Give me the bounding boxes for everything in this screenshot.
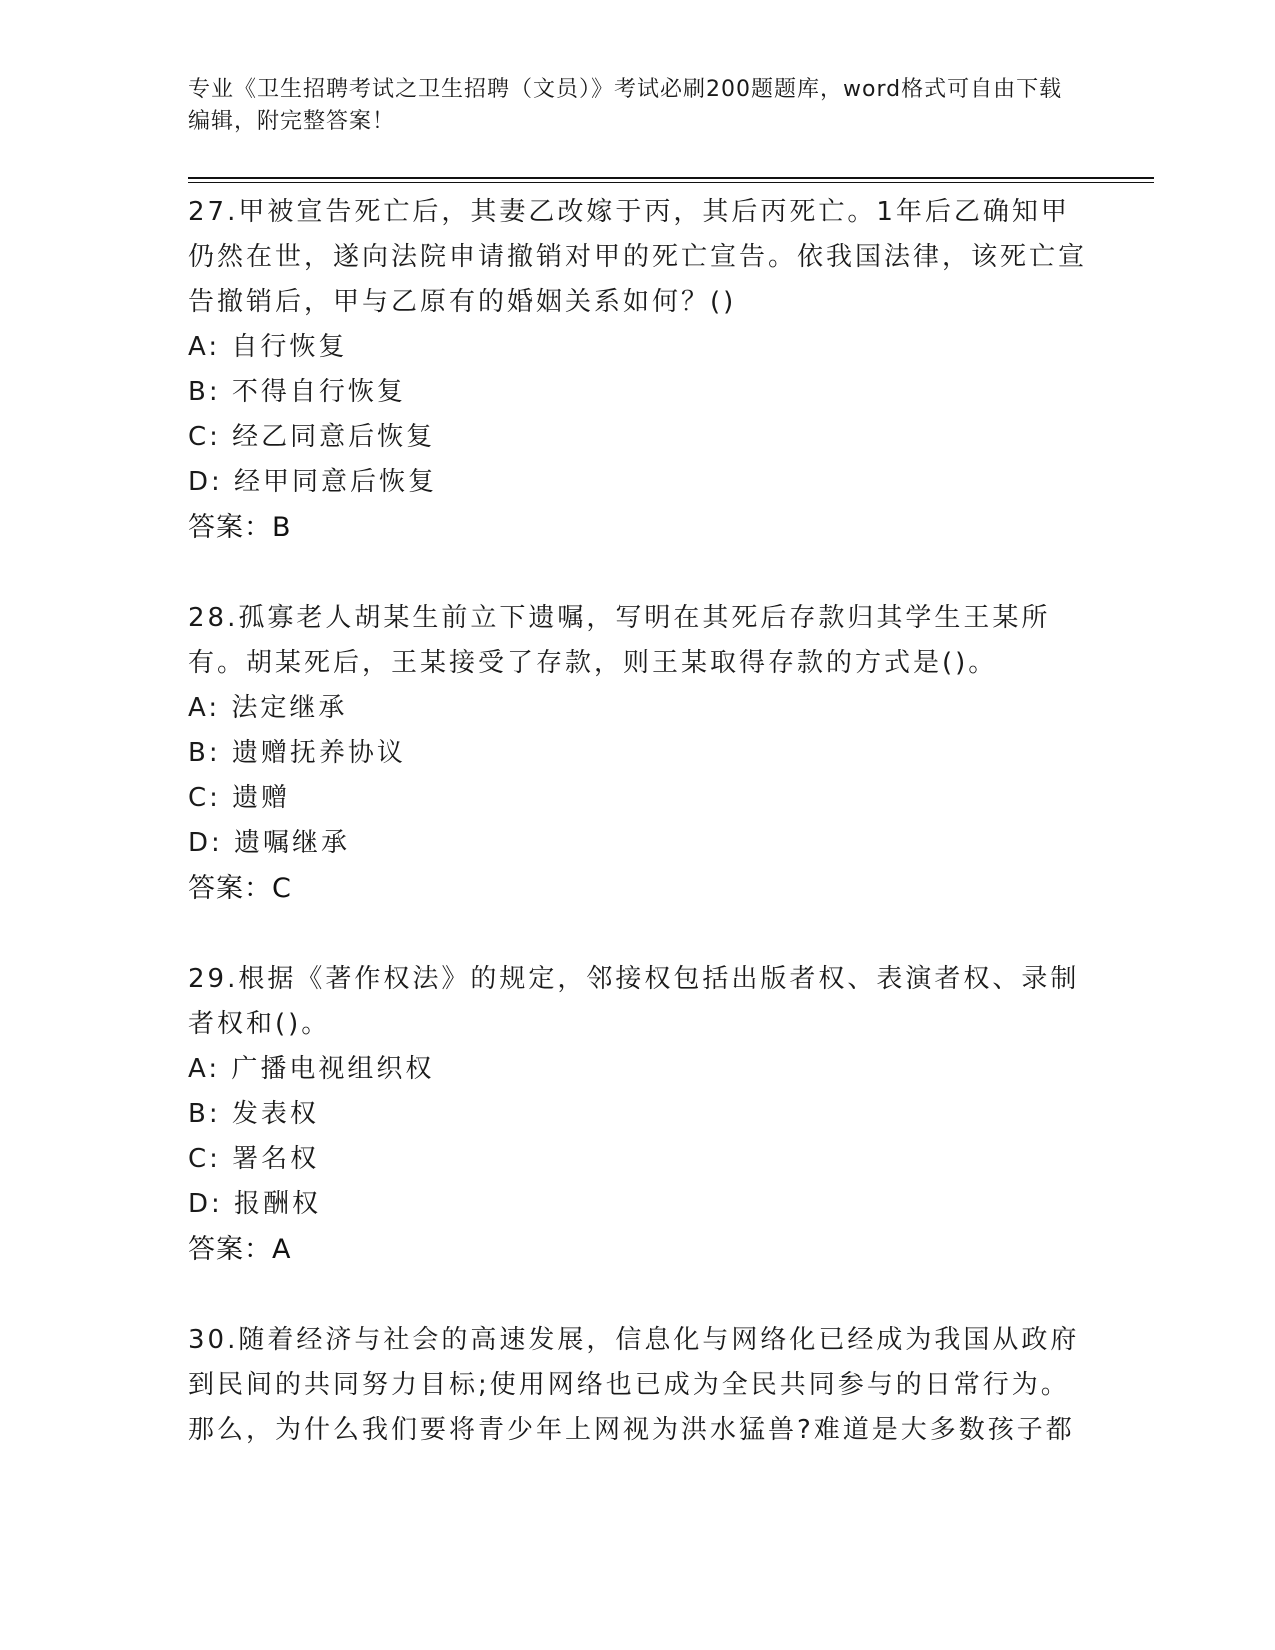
question-stem: 27.甲被宣告死亡后，其妻乙改嫁于丙，其后丙死亡。1年后乙确知甲仍然在世，遂向法院申请撤销对甲的死亡宣告。依我国法律，该死亡宣告撤销后，甲与乙原有的婚姻关系如何？()	[188, 197, 1088, 317]
document-header: 专业《卫生招聘考试之卫生招聘（文员）》考试必刷200题题库，word格式可自由下载编辑，附完整答案！	[188, 77, 1063, 134]
question-27	[188, 190, 1088, 550]
option-c: C: 遗赠	[188, 783, 291, 813]
question-spacer	[188, 550, 1088, 596]
question-stem: 30.随着经济与社会的高速发展，信息化与网络化已经成为我国从政府到民间的共同努力目标;使用网络也已成为全民共同参与的日常行为。那么，为什么我们要将青少年上网视为洪水猛兽?难道是大多数孩子都	[188, 1325, 1080, 1445]
question-30	[188, 1318, 1088, 1453]
answer: 答案：A	[188, 1234, 292, 1265]
option-a: A: 广播电视组织权	[188, 1054, 435, 1084]
option-c: C: 署名权	[188, 1144, 320, 1174]
option-d: D: 经甲同意后恢复	[188, 467, 438, 497]
question-28	[188, 596, 1088, 911]
option-a: A: 法定继承	[188, 693, 348, 723]
option-d: D: 遗嘱继承	[188, 828, 351, 858]
question-stem: 29.根据《著作权法》的规定，邻接权包括出版者权、表演者权、录制者权和()。	[188, 964, 1080, 1039]
question-list	[188, 190, 1088, 1453]
question-stem: 28.孤寡老人胡某生前立下遗嘱，写明在其死后存款归其学生王某所有。胡某死后，王某接受了存款，则王某取得存款的方式是()。	[188, 603, 1051, 678]
answer: 答案：C	[188, 873, 292, 904]
question-spacer	[188, 911, 1088, 957]
option-c: C: 经乙同意后恢复	[188, 422, 436, 452]
question-29	[188, 957, 1088, 1272]
option-b: B: 遗赠抚养协议	[188, 738, 406, 768]
option-b: B: 发表权	[188, 1099, 319, 1129]
option-d: D: 报酬权	[188, 1189, 322, 1219]
option-a: A: 自行恢复	[188, 332, 348, 362]
answer: 答案：B	[188, 512, 292, 543]
header-divider	[188, 177, 1154, 179]
option-b: B: 不得自行恢复	[188, 377, 406, 407]
header-divider-thin	[188, 182, 1154, 183]
question-spacer	[188, 1272, 1088, 1318]
